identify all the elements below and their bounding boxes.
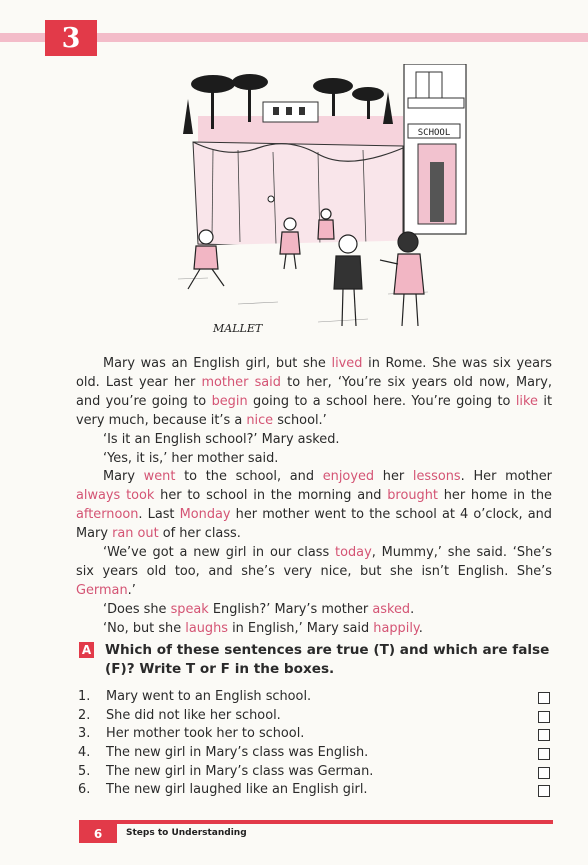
vocab-highlight: Monday: [179, 507, 231, 523]
text-run: ‘No, but she: [103, 620, 186, 636]
item-text: Her mother took her to school.: [106, 726, 305, 742]
text-run: . Her mother: [460, 469, 552, 485]
story-paragraph-7: [76, 620, 552, 639]
item-text: The new girl in Mary’s class was German.: [106, 763, 374, 779]
list-item: [78, 688, 552, 707]
list-item: [78, 781, 552, 800]
text-run: her home in the: [437, 488, 552, 504]
text-run: her to school in the morning and: [154, 488, 388, 504]
text-run: ‘Does she: [103, 601, 171, 617]
exercise-list: [78, 688, 552, 800]
footer-rule: [79, 820, 553, 824]
exercise-header: [79, 641, 551, 678]
text-run: . Last: [138, 507, 180, 523]
story-text: [76, 355, 552, 639]
item-text: The new girl laughed like an English girl.: [106, 782, 368, 798]
vocab-highlight: speak: [170, 601, 209, 617]
text-run: going to a school here. You’re going to: [247, 393, 516, 409]
vocab-highlight: enjoyed: [322, 469, 375, 485]
text-run: ‘We’ve got a new girl in our class: [103, 545, 336, 561]
answer-checkbox[interactable]: [538, 711, 550, 723]
text-run: to her, ‘You’re six years old now, Mary, and you’re going to: [76, 374, 552, 409]
story-paragraph-1: [76, 355, 552, 431]
item-number: 4.: [78, 745, 91, 761]
answer-checkbox[interactable]: [538, 729, 550, 741]
text-run: of her class.: [158, 526, 241, 542]
vocab-highlight: brought: [387, 488, 438, 504]
list-item: [78, 707, 552, 726]
item-text: The new girl in Mary’s class was English.: [106, 745, 369, 761]
story-illustration: [168, 64, 473, 334]
vocab-highlight: like: [515, 393, 538, 409]
exercise-instruction: Which of these sentences are true (T) and which are false (F)? Write T or F in the boxes.: [105, 642, 550, 677]
text-run: in Rome. She was six years old. Last year her: [76, 356, 552, 390]
story-paragraph-6: [76, 601, 552, 620]
vocab-highlight: lessons: [412, 469, 461, 485]
story-paragraph-3: ‘Yes, it is,’ her mother said.: [103, 450, 279, 466]
story-paragraph-5: [76, 544, 552, 601]
list-item: [78, 725, 552, 744]
text-run: .’: [127, 582, 136, 598]
item-number: 1.: [78, 689, 91, 704]
vocab-highlight: German: [76, 582, 128, 598]
text-run: school.’: [273, 412, 327, 428]
text-run: Mary was an English girl, but she: [103, 356, 332, 371]
text-run: it very much, because it’s a: [76, 393, 552, 428]
vocab-highlight: ran out: [112, 526, 159, 542]
item-number: 6.: [78, 782, 91, 798]
vocab-highlight: afternoon: [76, 507, 139, 523]
vocab-highlight: begin: [211, 393, 248, 409]
vocab-highlight: laughs: [185, 620, 228, 636]
vocab-highlight: today: [335, 545, 372, 561]
text-run: to the school, and: [175, 469, 323, 485]
story-paragraph-2: ‘Is it an English school?’ Mary asked.: [103, 431, 340, 447]
vocab-highlight: went: [143, 469, 176, 485]
vocab-highlight: mother said: [201, 374, 281, 390]
text-run: her mother went to the school at 4 o’clock, and Mary: [76, 507, 552, 542]
text-run: .: [418, 620, 423, 636]
page-number: 6: [79, 824, 117, 843]
artist-signature: MALLET: [213, 322, 263, 334]
item-number: 5.: [78, 763, 91, 779]
vocab-highlight: happily: [373, 620, 419, 636]
book-title: Steps to Understanding: [126, 828, 247, 838]
text-run: .: [410, 601, 415, 617]
vocab-highlight: asked: [372, 601, 411, 617]
text-run: English?’ Mary’s mother: [208, 601, 373, 617]
list-item: [78, 763, 552, 782]
item-text: She did not like her school.: [106, 707, 281, 723]
answer-checkbox[interactable]: [538, 748, 550, 760]
story-paragraph-4: [76, 468, 552, 544]
answer-checkbox[interactable]: [538, 785, 550, 797]
item-text: Mary went to an English school.: [106, 689, 312, 704]
unit-number-badge: 3: [45, 20, 97, 56]
list-item: [78, 744, 552, 763]
text-run: in English,’ Mary said: [227, 620, 374, 636]
answer-checkbox[interactable]: [538, 767, 550, 779]
item-number: 2.: [78, 707, 91, 723]
vocab-highlight: always took: [76, 488, 155, 504]
vocab-highlight: lived: [331, 356, 363, 371]
text-run: , Mummy,’ she said. ‘She’s six years old too, and she’s very nice, but she isn’t English. She’s: [76, 545, 552, 579]
text-run: Mary: [103, 469, 144, 485]
answer-checkbox[interactable]: [538, 692, 550, 704]
vocab-highlight: nice: [246, 412, 274, 428]
text-run: her: [374, 469, 413, 485]
school-sign: SCHOOL: [417, 128, 451, 138]
exercise-letter-badge: A: [79, 642, 94, 658]
item-number: 3.: [78, 726, 91, 742]
